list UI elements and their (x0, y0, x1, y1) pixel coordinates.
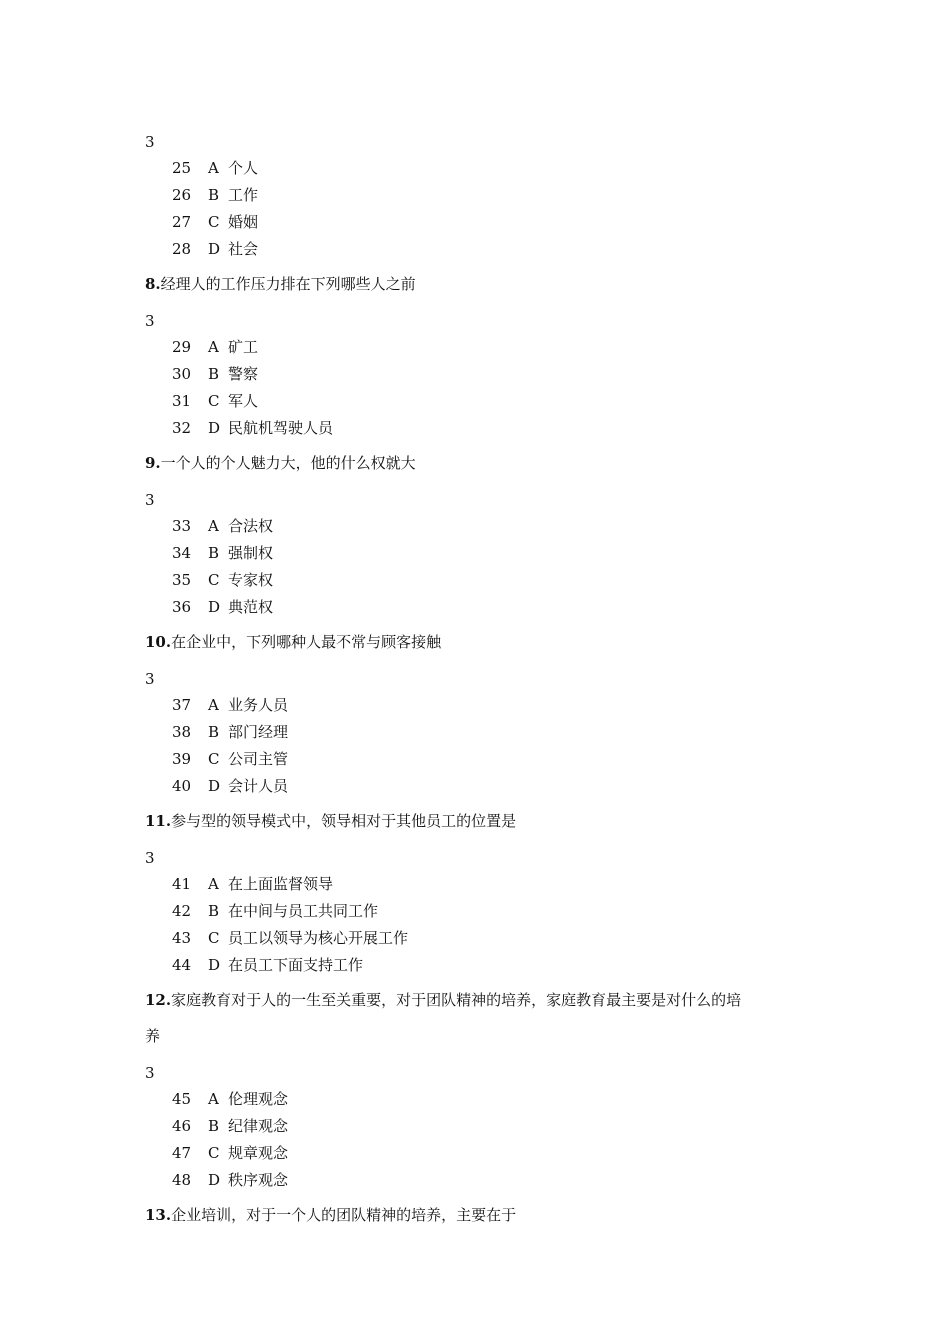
question-text: 参与型的领导模式中，领导相对于其他员工的位置是 (171, 812, 517, 830)
question-number: 10. (145, 633, 172, 651)
option-item (172, 901, 378, 921)
question-number: 8. (145, 275, 161, 293)
option-number: 29 (172, 338, 192, 356)
question-text: 在企业中，下列哪种人最不常与顾客接触 (171, 633, 442, 651)
option-letter: B (208, 365, 220, 383)
option-item (172, 337, 258, 357)
option-item (172, 543, 273, 563)
option-letter: C (208, 750, 220, 768)
option-number: 36 (172, 598, 192, 616)
option-text: 社会 (228, 240, 259, 258)
option-letter: D (208, 419, 221, 437)
option-letter: B (208, 902, 220, 920)
option-letter: C (208, 1144, 220, 1162)
option-number: 47 (172, 1144, 192, 1162)
question-number: 11. (145, 812, 172, 830)
option-number: 44 (172, 956, 192, 974)
question-title (145, 453, 416, 473)
option-item (172, 722, 288, 742)
option-text: 警察 (228, 365, 259, 383)
question-score: 3 (145, 133, 155, 151)
option-text: 会计人员 (228, 777, 289, 795)
question-score: 3 (145, 849, 155, 867)
option-letter: D (208, 598, 221, 616)
option-letter: A (208, 517, 219, 535)
option-text: 部门经理 (228, 723, 289, 741)
option-number: 45 (172, 1090, 192, 1108)
option-text: 公司主管 (228, 750, 289, 768)
option-item (172, 955, 363, 975)
option-number: 43 (172, 929, 192, 947)
option-item (172, 158, 258, 178)
question-number: 12. (145, 991, 172, 1009)
option-letter: C (208, 213, 220, 231)
option-item (172, 749, 288, 769)
option-number: 32 (172, 419, 192, 437)
option-text: 伦理观念 (228, 1090, 289, 1108)
question-score: 3 (145, 670, 155, 688)
option-number: 25 (172, 159, 192, 177)
option-text: 军人 (228, 392, 259, 410)
option-letter: D (208, 777, 221, 795)
question-title (145, 1205, 516, 1225)
option-letter: C (208, 571, 220, 589)
option-letter: A (208, 1090, 219, 1108)
option-text: 婚姻 (228, 213, 259, 231)
option-number: 39 (172, 750, 192, 768)
option-number: 48 (172, 1171, 192, 1189)
option-text: 在员工下面支持工作 (228, 956, 364, 974)
option-text: 业务人员 (228, 696, 289, 714)
option-number: 31 (172, 392, 192, 410)
question-number: 13. (145, 1206, 172, 1224)
option-item (172, 776, 288, 796)
option-number: 35 (172, 571, 192, 589)
option-item (172, 1116, 288, 1136)
question-title (145, 811, 516, 831)
option-number: 30 (172, 365, 192, 383)
question-title (145, 274, 416, 294)
option-item (172, 364, 258, 384)
option-text: 在上面监督领导 (228, 875, 334, 893)
option-item (172, 1143, 288, 1163)
option-item (172, 695, 288, 715)
option-text: 合法权 (228, 517, 274, 535)
option-text: 纪律观念 (228, 1117, 289, 1135)
option-text: 典范权 (228, 598, 274, 616)
option-text: 规章观念 (228, 1144, 289, 1162)
question-text: 一个人的个人魅力大，他的什么权就大 (160, 454, 416, 472)
option-number: 38 (172, 723, 192, 741)
option-number: 34 (172, 544, 192, 562)
question-score: 3 (145, 312, 155, 330)
question-text: 企业培训，对于一个人的团队精神的培养，主要在于 (171, 1206, 517, 1224)
question-text: 家庭教育对于人的一生至关重要，对于团队精神的培养，家庭教育最主要是对什么的培 (171, 991, 742, 1009)
option-text: 强制权 (228, 544, 274, 562)
option-item (172, 928, 408, 948)
option-letter: C (208, 392, 220, 410)
option-letter: B (208, 1117, 220, 1135)
option-item (172, 1089, 288, 1109)
question-number: 9. (145, 454, 161, 472)
option-number: 37 (172, 696, 192, 714)
question-score: 3 (145, 491, 155, 509)
option-text: 秩序观念 (228, 1171, 289, 1189)
question-title (145, 990, 741, 1010)
question-text-continued: 养 (145, 1027, 161, 1045)
option-item (172, 239, 258, 259)
option-letter: A (208, 159, 219, 177)
option-item (172, 391, 258, 411)
option-letter: B (208, 723, 220, 741)
option-number: 33 (172, 517, 192, 535)
option-letter: A (208, 875, 219, 893)
option-item (172, 418, 333, 438)
option-letter: D (208, 956, 221, 974)
option-number: 26 (172, 186, 192, 204)
option-number: 42 (172, 902, 192, 920)
question-score: 3 (145, 1064, 155, 1082)
option-number: 40 (172, 777, 192, 795)
option-number: 41 (172, 875, 192, 893)
option-text: 个人 (228, 159, 259, 177)
option-item (172, 516, 273, 536)
option-item (172, 570, 273, 590)
option-letter: D (208, 1171, 221, 1189)
option-text: 专家权 (228, 571, 274, 589)
option-number: 27 (172, 213, 192, 231)
option-item (172, 1170, 288, 1190)
option-text: 员工以领导为核心开展工作 (228, 929, 409, 947)
option-text: 工作 (228, 186, 259, 204)
option-text: 矿工 (228, 338, 259, 356)
option-letter: C (208, 929, 220, 947)
option-item (172, 597, 273, 617)
option-number: 28 (172, 240, 192, 258)
option-letter: A (208, 696, 219, 714)
question-text: 经理人的工作压力排在下列哪些人之前 (160, 275, 416, 293)
option-letter: B (208, 544, 220, 562)
option-text: 在中间与员工共同工作 (228, 902, 379, 920)
option-text: 民航机驾驶人员 (228, 419, 334, 437)
option-number: 46 (172, 1117, 192, 1135)
question-title (145, 632, 441, 652)
option-item (172, 185, 258, 205)
option-letter: A (208, 338, 219, 356)
option-letter: D (208, 240, 221, 258)
option-letter: B (208, 186, 220, 204)
option-item (172, 212, 258, 232)
option-item (172, 874, 333, 894)
